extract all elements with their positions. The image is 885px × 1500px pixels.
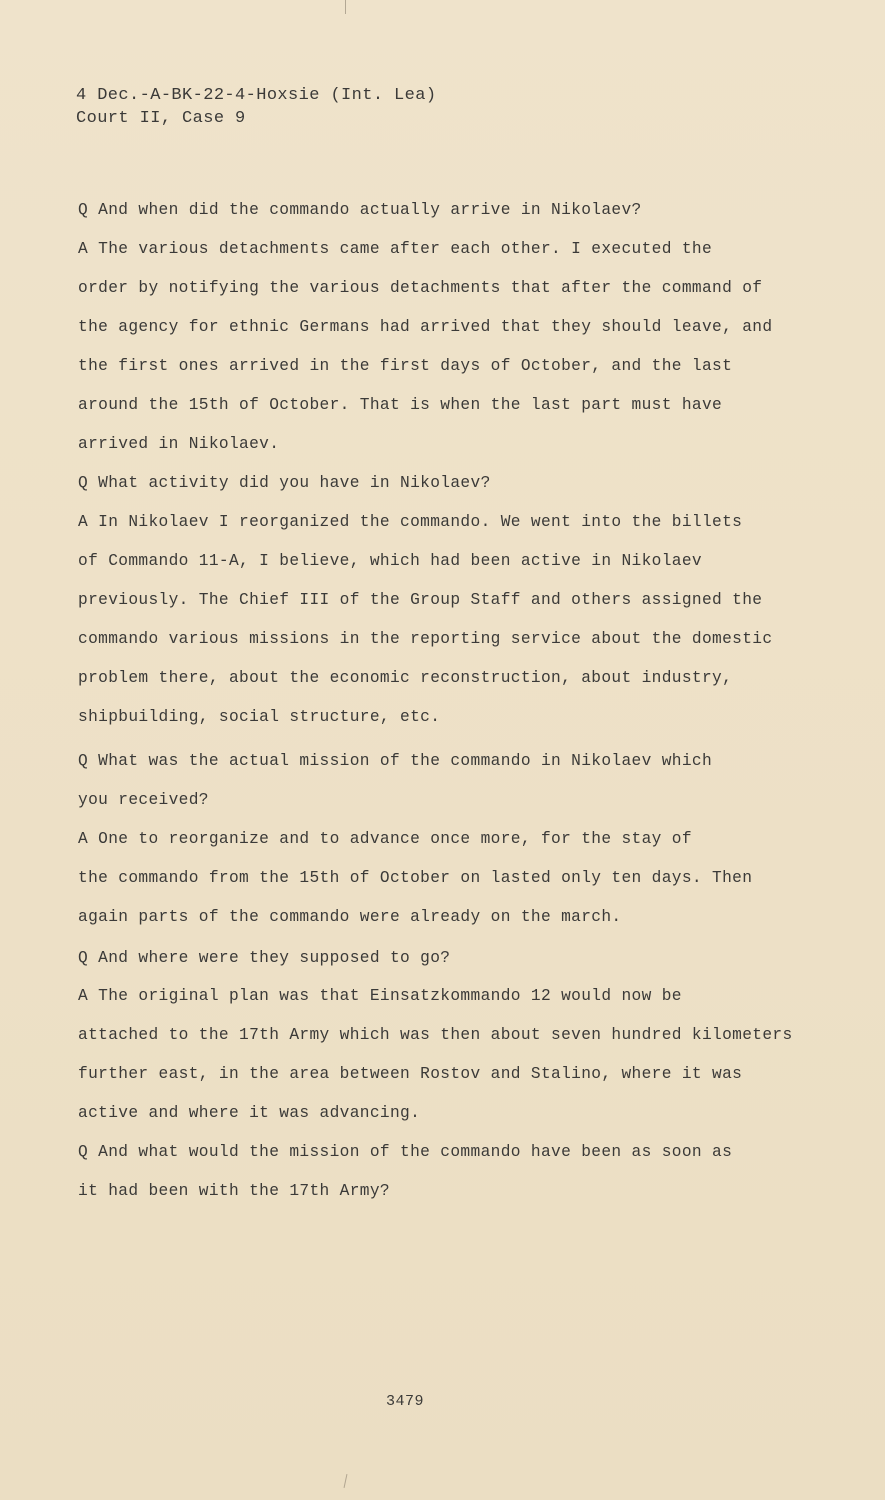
transcript-line: of Commando 11-A, I believe, which had been active in Nikolaev [78, 552, 702, 570]
header-court-line: Court II, Case 9 [76, 109, 246, 128]
transcript-line: A The original plan was that Einsatzkommando 12 would now be [78, 987, 682, 1005]
transcript-line: A One to reorganize and to advance once more, for the stay of [78, 830, 692, 848]
transcript-line: the first ones arrived in the first days of October, and the last [78, 357, 733, 375]
transcript-line: Q And what would the mission of the commando have been as soon as [78, 1143, 733, 1161]
transcript-line: order by notifying the various detachments that after the command of [78, 279, 763, 297]
transcript-line: Q And where were they supposed to go? [78, 949, 451, 967]
transcript-line: you received? [78, 791, 209, 809]
transcript-line: arrived in Nikolaev. [78, 435, 280, 453]
transcript-line: commando various missions in the reporting service about the domestic [78, 630, 773, 648]
transcript-line: the commando from the 15th of October on lasted only ten days. Then [78, 869, 753, 887]
document-header [76, 84, 436, 130]
transcript-line: A The various detachments came after each other. I executed the [78, 240, 713, 258]
transcript-line: it had been with the 17th Army? [78, 1182, 390, 1200]
transcript-line: shipbuilding, social structure, etc. [78, 708, 441, 726]
transcript-line: problem there, about the economic reconstruction, about industry, [78, 669, 733, 687]
page-number: 3479 [386, 1393, 425, 1410]
header-reference-line: 4 Dec.-A-BK-22-4-Hoxsie (Int. Lea) [76, 86, 437, 105]
transcript-line: around the 15th of October. That is when the last part must have [78, 396, 723, 414]
transcript-line: attached to the 17th Army which was then about seven hundred kilometers [78, 1026, 793, 1044]
transcript-line: previously. The Chief III of the Group Staff and others assigned the [78, 591, 763, 609]
transcript-line: further east, in the area between Rostov and Stalino, where it was [78, 1065, 743, 1083]
transcript-line: active and where it was advancing. [78, 1104, 421, 1122]
transcript-line: A In Nikolaev I reorganized the commando. We went into the billets [78, 513, 743, 531]
transcript-line: Q What was the actual mission of the commando in Nikolaev which [78, 752, 713, 770]
transcript-line: again parts of the commando were already on the march. [78, 908, 622, 926]
top-margin-mark [345, 0, 346, 14]
transcript-line: Q What activity did you have in Nikolaev? [78, 474, 491, 492]
transcript-line: Q And when did the commando actually arrive in Nikolaev? [78, 201, 642, 219]
bottom-margin-mark [344, 1474, 348, 1488]
transcript-line: the agency for ethnic Germans had arrived that they should leave, and [78, 318, 773, 336]
